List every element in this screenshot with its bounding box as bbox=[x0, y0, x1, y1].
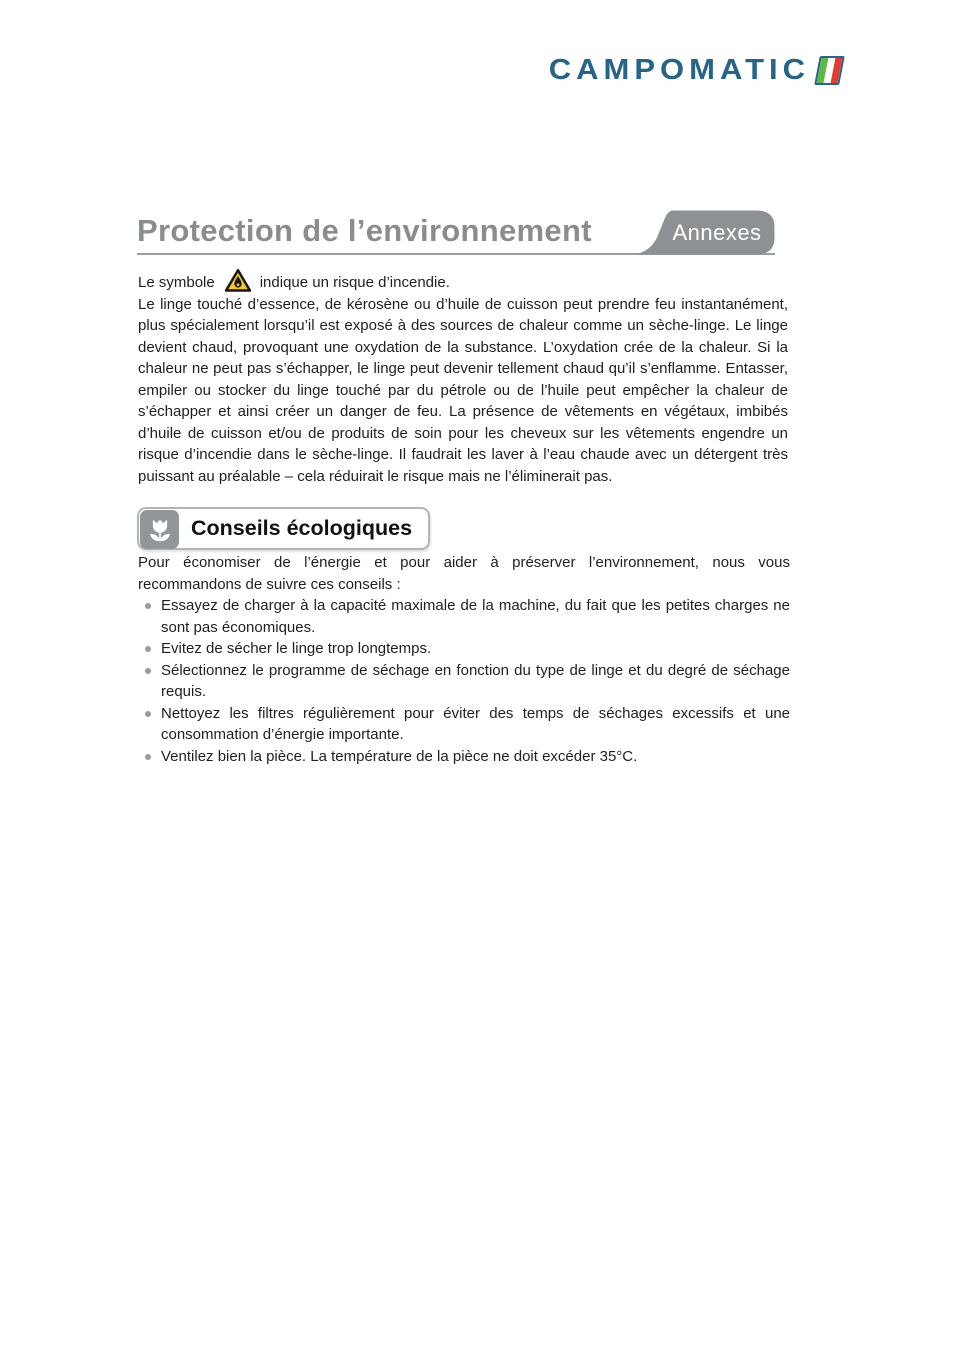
symbol-line bbox=[138, 268, 788, 294]
page-title: Protection de l’environnement bbox=[137, 213, 592, 248]
eco-section-header bbox=[137, 507, 430, 550]
eco-tips-list bbox=[138, 595, 790, 767]
eco-tip-item: Sélectionnez le programme de séchage en fonction du type de linge et du degré de séchage requis. bbox=[138, 660, 790, 703]
eco-tip-item: Nettoyez les filtres régulièrement pour éviter des temps de séchages excessifs et une consommation d’énergie importante. bbox=[138, 703, 790, 746]
fire-warning-paragraph: Le linge touché d’essence, de kérosène ou d’huile de cuisson peut prendre feu instantanément, plus spécialement lorsqu’il est exposé à des sources de chaleur comme un sèche-linge. Le linge devient chaud, provoquant une oxydation de la substance. L’oxydation crée de la chaleur. Si la chaleur ne peut pas s’échapper, le linge peut devenir tellement chaud qu’il s’enflamme. Entasser, empiler ou stocker du linge touché par du pétrole ou de l’huile peut empêcher la chaleur de s’échapper et ainsi créer un danger de feu. La présence de vêtements en végétaux, imbibés d’huile de cuisson et/ou de produits de soin pour les cheveux sur les vêtements engendre un risque d’incendie dans le sèche-linge. Il faudrait les laver à l’eau chaude avec un détergent très puissant au préalable – cela réduirait le risque mais ne l’éliminerait pas. bbox=[138, 295, 788, 485]
eco-tip-item: Evitez de sécher le linge trop longtemps. bbox=[138, 638, 790, 660]
logo-wordmark: CAMPOMATIC bbox=[548, 53, 810, 86]
annexes-tab-label: Annexes bbox=[672, 219, 762, 245]
campomatic-logo bbox=[549, 52, 842, 88]
eco-intro-text: Pour économiser de l’énergie et pour aider à préserver l’environnement, nous vous recommandons de suivre ces conseils : bbox=[138, 554, 790, 593]
fire-warning-section bbox=[138, 268, 788, 487]
italian-flag-icon bbox=[814, 56, 845, 85]
flower-eco-icon bbox=[140, 510, 179, 549]
symbol-line-suffix: indique un risque d’incendie. bbox=[259, 274, 450, 291]
eco-title-box bbox=[137, 507, 430, 550]
title-block bbox=[137, 210, 775, 255]
eco-tip-item: Ventilez bien la pièce. La température de la pièce ne doit excéder 35°C. bbox=[138, 746, 790, 768]
symbol-line-prefix: Le symbole bbox=[138, 274, 215, 291]
annexes-tab bbox=[635, 210, 775, 255]
eco-section-body bbox=[138, 552, 790, 767]
eco-tip-item: Essayez de charger à la capacité maximale de la machine, du fait que les petites charges ne sont pas économiques. bbox=[138, 595, 790, 638]
fire-warning-triangle-icon bbox=[224, 268, 252, 293]
eco-section-title: Conseils écologiques bbox=[191, 516, 413, 540]
